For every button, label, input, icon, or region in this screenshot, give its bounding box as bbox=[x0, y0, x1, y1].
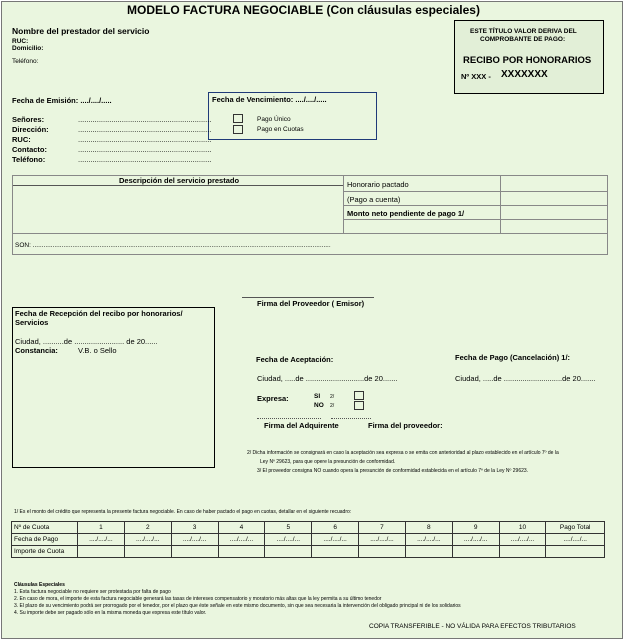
pago-unico-checkbox[interactable] bbox=[233, 114, 243, 123]
footnote-2-line1: 2/ Dicha información se consignará en caso la aceptación sea expresa o se emita con anterioridad al plazo establecido en el artículo 7º de la bbox=[247, 450, 559, 456]
client-dots-ruc: ................................................................ bbox=[78, 135, 212, 144]
reception-vb-sello: V.B. o Sello bbox=[78, 346, 117, 355]
clauses-title: Cláusulas Especiales bbox=[14, 582, 65, 588]
importe-cuota-cell[interactable] bbox=[405, 546, 452, 558]
clause-1: 1. Esta factura negociable no requiere ser protestada por falta de pago bbox=[14, 589, 171, 595]
cuota-header-label: Nº de Cuota bbox=[12, 522, 78, 534]
client-label-telefono: Teléfono: bbox=[12, 155, 46, 164]
reception-title-line2: Servicios bbox=[15, 318, 49, 327]
aceptacion-ciudad: Ciudad, .....de ............................de 20....... bbox=[257, 374, 398, 383]
service-description-header: Descripción del servicio prestado bbox=[119, 176, 240, 185]
fecha-pago-cell[interactable]: ..../..../... bbox=[499, 534, 546, 546]
importe-cuota-cell[interactable] bbox=[78, 546, 125, 558]
fecha-pago-cell[interactable]: ..../..../... bbox=[171, 534, 218, 546]
monto-neto-label: Monto neto pendiente de pago 1/ bbox=[347, 209, 465, 218]
expresa-label: Expresa: bbox=[257, 394, 289, 403]
client-dots-senores: ................................................................ bbox=[78, 115, 212, 124]
expresa-si-checkbox[interactable] bbox=[354, 391, 364, 400]
fecha-pago-cell[interactable]: ..../..../... bbox=[78, 534, 125, 546]
fecha-pago-cell[interactable]: ..../..../... bbox=[546, 534, 605, 546]
provider-domicilio-label: Domicilio: bbox=[12, 45, 44, 52]
fecha-pago-cell[interactable]: ..../..../... bbox=[312, 534, 359, 546]
footnote-2-line2: Ley Nº 29623, para que opere la presunción de conformidad. bbox=[260, 459, 396, 465]
importe-cuota-cell[interactable] bbox=[359, 546, 406, 558]
fecha-vencimiento: Fecha de Vencimiento: ..../..../..... bbox=[212, 95, 327, 104]
honorario-pactado-label: Honorario pactado bbox=[347, 180, 409, 189]
client-label-direccion: Dirección: bbox=[12, 125, 49, 134]
provider-name-label: Nombre del prestador del servicio bbox=[12, 26, 150, 36]
client-label-contacto: Contacto: bbox=[12, 145, 47, 154]
expresa-no-note: 2/ bbox=[330, 403, 335, 409]
footnote-1: 1/ Es el monto del crédito que representa la presente factura negociable. En caso de haber pactado el pago en cuotas, detallar en el siguiente recuadro: bbox=[14, 509, 352, 515]
cuota-header-5: 5 bbox=[265, 522, 312, 534]
client-dots-telefono: ................................................................ bbox=[78, 155, 212, 164]
provider-ruc-label: RUC: bbox=[12, 38, 29, 45]
pago-cuotas-label: Pago en Cuotas bbox=[257, 126, 304, 133]
importe-cuota-row bbox=[12, 546, 605, 558]
importe-cuota-cell[interactable] bbox=[124, 546, 171, 558]
clause-3: 3. El plazo de su vencimiento podrá ser prorrogado por el tenedor, por el plazo que éste señale en este mismo documento, sin que sea necesaria la intervención del obligado principal ni de los solidarios bbox=[14, 603, 461, 609]
receipt-number-value: XXXXXXX bbox=[501, 69, 548, 80]
cuota-header-1: 1 bbox=[78, 522, 125, 534]
client-label-ruc: RUC: bbox=[12, 135, 31, 144]
client-label-senores: Señores: bbox=[12, 115, 45, 124]
cuota-header-2: 2 bbox=[124, 522, 171, 534]
fecha-pago-label: Fecha de Pago (Cancelación) 1/: bbox=[455, 353, 571, 362]
importe-cuota-cell[interactable] bbox=[499, 546, 546, 558]
son-line: SON: ..................................................................................................................................................................... bbox=[15, 242, 331, 249]
firma-adquirente: Firma del Adquirente bbox=[264, 421, 339, 430]
reception-box bbox=[12, 307, 215, 468]
importe-cuota-cell[interactable] bbox=[452, 546, 499, 558]
expresa-no-checkbox[interactable] bbox=[354, 401, 364, 410]
copia-transferible: COPIA TRANSFERIBLE - NO VÁLIDA PARA EFECTOS TRIBUTARIOS bbox=[369, 623, 576, 630]
expresa-si-note: 2/ bbox=[330, 394, 335, 400]
pago-a-cuenta-label: (Pago a cuenta) bbox=[347, 195, 401, 204]
receipt-number-label: Nº XXX - bbox=[461, 72, 491, 81]
client-dots-contacto: ................................................................ bbox=[78, 145, 212, 154]
importe-cuota-row-label: Importe de Cuota bbox=[12, 546, 78, 558]
provider-telefono-label: Teléfono: bbox=[12, 58, 39, 65]
fecha-pago-row bbox=[12, 534, 605, 546]
fecha-pago-row-label: Fecha de Pago bbox=[12, 534, 78, 546]
importe-cuota-cell[interactable] bbox=[546, 546, 605, 558]
clause-2: 2. En caso de mora, el importe de esta factura negociable generará las tasas de intereses compensatorio y moratorio más altas que la ley permita a su último tenedor bbox=[14, 596, 382, 602]
reception-constancia: Constancia: bbox=[15, 346, 58, 355]
receipt-box-line1: ESTE TÍTULO VALOR DERIVA DEL bbox=[470, 28, 577, 35]
fecha-emision: Fecha de Emisión: ..../..../..... bbox=[12, 96, 112, 105]
fecha-pago-cell[interactable]: ..../..../... bbox=[265, 534, 312, 546]
importe-cuota-cell[interactable] bbox=[171, 546, 218, 558]
fecha-pago-cell[interactable]: ..../..../... bbox=[124, 534, 171, 546]
fecha-aceptacion-label: Fecha de Aceptación: bbox=[256, 355, 334, 364]
fecha-pago-cell[interactable]: ..../..../... bbox=[359, 534, 406, 546]
pago-cuotas-checkbox[interactable] bbox=[233, 125, 243, 134]
expresa-no-label: NO bbox=[314, 402, 324, 409]
receipt-box-line2: COMPROBANTE DE PAGO: bbox=[480, 36, 566, 43]
cuota-header-10: 10 bbox=[499, 522, 546, 534]
expresa-si-label: SI bbox=[314, 393, 321, 400]
fecha-pago-cell[interactable]: ..../..../... bbox=[218, 534, 265, 546]
cuota-header-9: 9 bbox=[452, 522, 499, 534]
cuota-header-6: 6 bbox=[312, 522, 359, 534]
invoice-sheet bbox=[1, 1, 623, 639]
document-title: MODELO FACTURA NEGOCIABLE (Con cláusulas especiales) bbox=[127, 3, 480, 17]
reception-title-line1: Fecha de Recepción del recibo por honorarios/ bbox=[15, 309, 183, 318]
importe-cuota-cell[interactable] bbox=[265, 546, 312, 558]
cuota-header-total: Pago Total bbox=[546, 522, 605, 534]
firma-proveedor-emisor: Firma del Proveedor ( Emisor) bbox=[257, 299, 365, 308]
cuota-header-8: 8 bbox=[405, 522, 452, 534]
reception-ciudad: Ciudad, ..........de ........................ de 20...... bbox=[15, 337, 158, 346]
footnote-3: 3/ El proveedor consigna NO cuando opera la presunción de conformidad establecida en el artículo 7º de la Ley Nº 29623. bbox=[257, 468, 529, 474]
pago-ciudad: Ciudad, .....de ............................de 20....... bbox=[455, 374, 596, 383]
cuota-header-4: 4 bbox=[218, 522, 265, 534]
client-dots-direccion: ................................................................ bbox=[78, 125, 212, 134]
cuotas-table bbox=[11, 521, 605, 558]
cuota-header-7: 7 bbox=[359, 522, 406, 534]
fecha-pago-cell[interactable]: ..../..../... bbox=[452, 534, 499, 546]
firma-proveedor: Firma del proveedor: bbox=[368, 421, 443, 430]
clause-4: 4. Su importe debe ser pagado sólo en la misma moneda que expresa este título valor. bbox=[14, 610, 207, 616]
receipt-kind: RECIBO POR HONORARIOS bbox=[463, 55, 592, 66]
importe-cuota-cell[interactable] bbox=[218, 546, 265, 558]
pago-unico-label: Pago Único bbox=[257, 116, 291, 123]
cuotas-header-row bbox=[12, 522, 605, 534]
importe-cuota-cell[interactable] bbox=[312, 546, 359, 558]
fecha-pago-cell[interactable]: ..../..../... bbox=[405, 534, 452, 546]
cuota-header-3: 3 bbox=[171, 522, 218, 534]
